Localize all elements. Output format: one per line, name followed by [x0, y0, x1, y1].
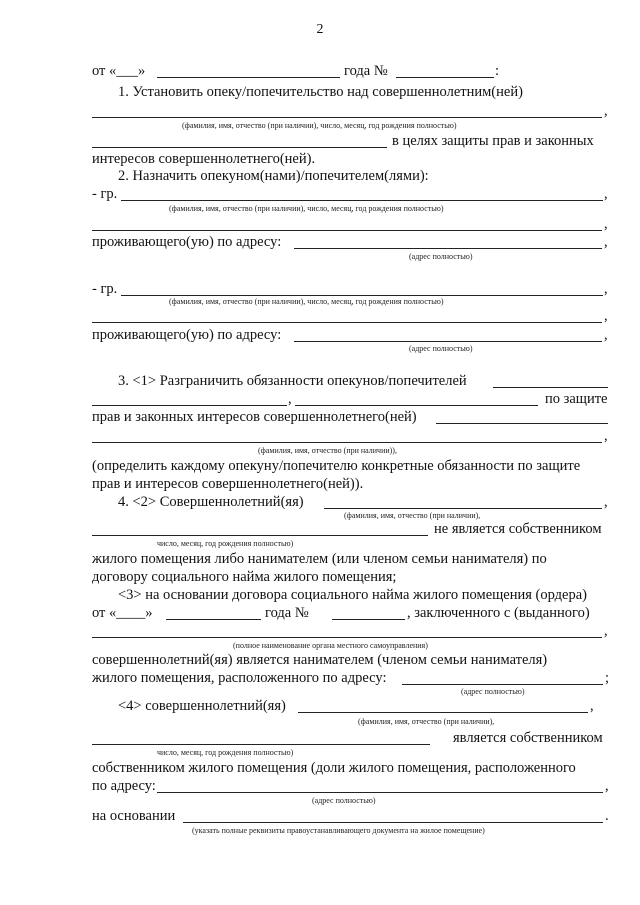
tenant-address-line	[402, 684, 603, 685]
comma: ,	[288, 391, 292, 407]
protection-text: по защите	[545, 391, 608, 407]
comma: ,	[604, 494, 608, 510]
lease-number-line	[332, 619, 405, 620]
authority-hint: (полное наименование органа местного самоуправления)	[233, 641, 428, 650]
date-line	[157, 77, 340, 78]
guardian1-address-line	[294, 248, 602, 249]
adult-name-line	[324, 508, 602, 509]
comma: ,	[604, 186, 608, 202]
colon: :	[495, 63, 500, 79]
adult-statement: 4. <2> Совершеннолетний(яя)	[118, 494, 304, 510]
duties-line-2a	[92, 405, 287, 406]
comma: ,	[604, 234, 608, 250]
guardian1-name-hint: (фамилия, имя, отчество (при наличии), число, месяц, год рождения полностью)	[169, 204, 444, 213]
not-owner-text-cont2: договору социального найма жилого помещения;	[92, 569, 397, 585]
concluded-with-text: , заключенного с (выданного)	[407, 605, 590, 621]
year-number-label: года №	[344, 63, 388, 79]
residing-label-2: проживающего(ую) по адресу:	[92, 327, 282, 343]
ward-name-hint: (фамилия, имя, отчество (при наличии), число, месяц, год рождения полностью)	[182, 121, 457, 130]
comma: ,	[604, 281, 608, 297]
guardianship-statement: 1. Установить опеку/попечительство над совершеннолетним(ней)	[118, 84, 523, 100]
duties-line-1	[493, 387, 608, 388]
guardian2-address-hint: (адрес полностью)	[409, 344, 473, 353]
comma: ,	[604, 623, 608, 639]
residing-label-1: проживающего(ую) по адресу:	[92, 234, 282, 250]
comma: ,	[604, 308, 608, 324]
duties-fio-hint: (фамилия, имя, отчество (при наличии)),	[258, 446, 397, 455]
comma: ,	[605, 778, 609, 794]
social-lease-text: <3> на основании договора социального найма жилого помещения (ордера)	[118, 587, 588, 603]
date-from-label: от «___»	[92, 63, 146, 79]
basis-label: на основании	[92, 808, 176, 824]
owner-name-hint: (фамилия, имя, отчество (при наличии),	[358, 717, 495, 726]
rights-text: прав и законных интересов совершеннолетнего(ней)	[92, 409, 417, 425]
comma: ,	[604, 428, 608, 444]
lease-date-line	[166, 619, 261, 620]
ward-name-line	[92, 117, 602, 118]
duties-line-2b	[295, 405, 538, 406]
comma: ,	[590, 698, 594, 714]
rights-line	[436, 423, 608, 424]
duties-fio-line	[92, 442, 602, 443]
lease-year-number-label: года №	[265, 605, 309, 621]
comma: ,	[604, 327, 608, 343]
citizen-label-1: - гр.	[92, 186, 118, 202]
ownership-address-label: по адресу:	[92, 778, 156, 794]
basis-document-line	[183, 822, 603, 823]
tenant-address-label: жилого помещения, расположенного по адресу:	[92, 670, 387, 686]
authority-line	[92, 637, 602, 638]
purpose-text-cont: интересов совершеннолетнего(ней).	[92, 151, 316, 167]
adult-name-hint: (фамилия, имя, отчество (при наличии),	[344, 511, 481, 520]
not-owner-text-cont: жилого помещения либо нанимателем (или членом семьи нанимателя) по	[92, 551, 547, 567]
duties-statement: 3. <1> Разграничить обязанности опекунов/попечителей	[118, 373, 467, 389]
number-line	[396, 77, 494, 78]
tenant-text: совершеннолетний(яя) является нанимателем (членом семьи нанимателя)	[92, 652, 548, 668]
not-owner-text: не является собственником	[434, 521, 602, 537]
semicolon: ;	[605, 670, 610, 686]
guardian1-extra-line	[92, 230, 602, 231]
guardian2-name-hint: (фамилия, имя, отчество (при наличии), число, месяц, год рождения полностью)	[169, 297, 444, 306]
owner-dob-hint: число, месяц, год рождения полностью)	[157, 748, 294, 757]
owner-dob-line	[92, 744, 430, 745]
ownership-address-line	[157, 792, 603, 793]
ward-dob-line	[92, 147, 387, 148]
adult-dob-line	[92, 535, 428, 536]
guardian2-extra-line	[92, 322, 602, 323]
citizen-label-2: - гр.	[92, 281, 118, 297]
adult-dob-hint: число, месяц, год рождения полностью)	[157, 539, 294, 548]
guardian2-address-line	[294, 341, 602, 342]
guardian2-name-line	[121, 295, 603, 296]
guardian1-address-hint: (адрес полностью)	[409, 252, 473, 261]
duties-explanation: (определить каждому опекуну/попечителю конкретные обязанности по защите	[92, 458, 581, 474]
ownership-address-hint: (адрес полностью)	[312, 796, 376, 805]
lease-date-label: от «____»	[92, 605, 153, 621]
tenant-address-hint: (адрес полностью)	[461, 687, 525, 696]
comma: ,	[604, 103, 608, 119]
owner-name-line	[298, 712, 588, 713]
comma: ,	[604, 216, 608, 232]
duties-explanation-cont: прав и интересов совершеннолетнего(ней)).	[92, 476, 364, 492]
ownership-text: собственником жилого помещения (доли жилого помещения, расположенного	[92, 760, 576, 776]
owner-statement: <4> совершеннолетний(яя)	[118, 698, 286, 714]
is-owner-text: является собственником	[453, 730, 603, 746]
basis-document-hint: (указать полные реквизиты правоустанавливающего документа на жилое помещение)	[192, 826, 485, 835]
guardian1-name-line	[121, 200, 603, 201]
appoint-guardian-title: 2. Назначить опекуном(нами)/попечителем(лями):	[118, 168, 429, 184]
page-number: 2	[316, 22, 324, 37]
period: .	[605, 808, 609, 824]
purpose-text: в целях защиты прав и законных	[392, 133, 594, 149]
